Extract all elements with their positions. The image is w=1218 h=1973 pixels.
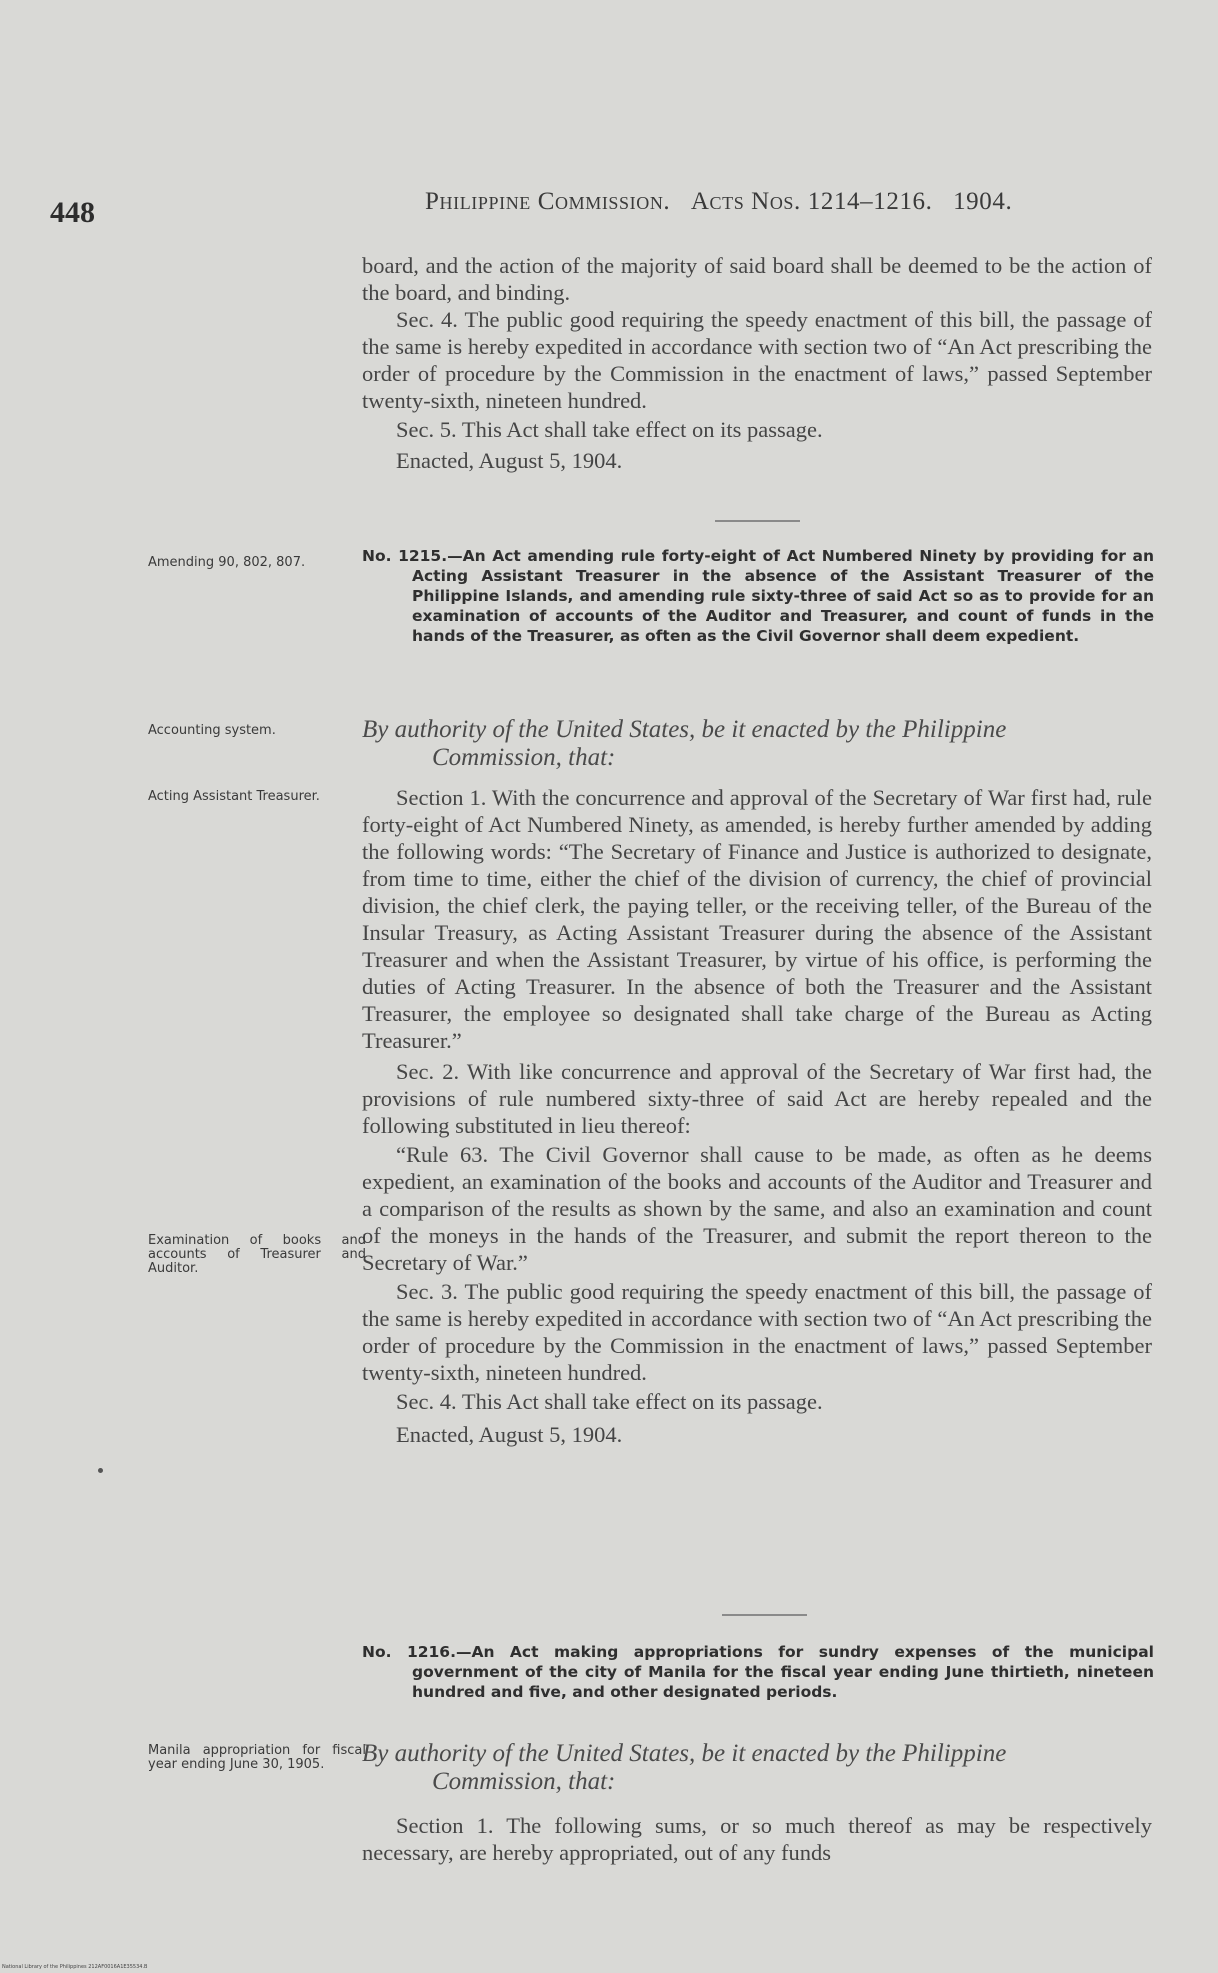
prev-sec-4: Sec. 4. The public good requiring the speedy enactment of this bill, the passage of the same is hereby expedited in accordance with section two of “An Act prescribing the order of procedure by the Commission in the enactment of laws,” passed September twenty-sixth, nineteen hundred.	[362, 307, 1152, 413]
running-header	[425, 188, 1012, 216]
separator-rule-2	[722, 1614, 807, 1616]
act-1215-enacting-clause: By authority of the United States, be it enacted by the Philippine Commission, that:	[362, 716, 1007, 771]
act-1215-enacted: Enacted, August 5, 1904.	[396, 1422, 623, 1447]
margin-note-acting-treasurer: Acting Assistant Treasurer.	[148, 789, 320, 804]
header-acts: Acts Nos. 1214–1216.	[690, 188, 933, 215]
previous-act-text	[362, 252, 1152, 474]
act-1216-body	[362, 1812, 1152, 1866]
act-1216-section-1: Section 1. The following sums, or so much thereof as may be respectively necessary, are hereby appropriated, out of any funds	[362, 1813, 1152, 1865]
act-1215-rule-63: “Rule 63. The Civil Governor shall cause to be made, as often as he deems expedient, an examination of the books and accounts of the Auditor and Treasurer and a comparison of the results as shown by the same, and also an examination and count of the moneys in the hands of the Treasurer, and submit the report thereon to the Secretary of War.”	[362, 1142, 1152, 1275]
act-1216-enacting-clause: By authority of the United States, be it enacted by the Philippine Commission, that:	[362, 1740, 1007, 1795]
act-1215-section-4: Sec. 4. This Act shall take effect on its passage.	[396, 1389, 823, 1414]
act-1215-section-2: Sec. 2. With like concurrence and approval of the Secretary of War first had, the provisions of rule numbered sixty-three of said Act are hereby repealed and the following substituted in lieu thereof:	[362, 1059, 1152, 1138]
header-title: Philippine Commission.	[425, 188, 671, 215]
header-year: 1904.	[953, 188, 1013, 215]
act-1215-section-3: Sec. 3. The public good requiring the speedy enactment of this bill, the passage of the same is hereby expedited in accordance with section two of “An Act prescribing the order of procedure by the Commission in the enactment of laws,” passed September twenty-sixth, nineteen hundred.	[362, 1279, 1152, 1385]
prev-enacted: Enacted, August 5, 1904.	[396, 448, 623, 473]
separator-rule	[715, 520, 800, 522]
margin-note-accounting: Accounting system.	[148, 723, 276, 738]
act-1215-body	[362, 784, 1152, 1448]
scan-speck	[98, 1468, 103, 1473]
act-1216-title: No. 1216.—An Act making appropriations for sundry expenses of the municipal government of the city of Manila for the fiscal year ending June thirtieth, nineteen hundred and five, and other designated periods.	[362, 1643, 1154, 1701]
margin-note-manila: Manila appropriation for fiscal year ending June 30, 1905.	[148, 1743, 366, 1772]
prev-sec-5: Sec. 5. This Act shall take effect on its passage.	[396, 417, 823, 442]
margin-note-examination: Examination of books and accounts of Treasurer and Auditor.	[148, 1233, 366, 1276]
scan-footer: National Library of the Philippines 212AF0016A1E35534.B	[2, 1964, 148, 1970]
margin-note-amending: Amending 90, 802, 807.	[148, 555, 306, 570]
page-number: 448	[50, 196, 95, 229]
act-1215-title: No. 1215.—An Act amending rule forty-eight of Act Numbered Ninety by providing for an Acting Assistant Treasurer in the absence of the Assistant Treasurer of the Philippine Islands, and amending rule sixty-three of said Act so as to provide for an examination of accounts of the Auditor and Treasurer, and count of funds in the hands of the Treasurer, as often as the Civil Governor shall deem expedient.	[362, 547, 1154, 645]
act-1215-section-1: Section 1. With the concurrence and approval of the Secretary of War first had, rule forty-eight of Act Numbered Ninety, as amended, is hereby further amended by adding the following words: “The Secretary of Finance and Justice is authorized to designate, from time to time, either the chief of the division of currency, the chief of provincial division, the chief clerk, the paying teller, or the receiving teller, of the Bureau of the Insular Treasury, as Acting Assistant Treasurer during the absence of the Assistant Treasurer and when the Assistant Treasurer, by virtue of his office, is performing the duties of Acting Treasurer. In the absence of both the Treasurer and the Assistant Treasurer, the employee so designated shall take charge of the Bureau as Acting Treasurer.”	[362, 785, 1152, 1053]
prev-paragraph-1: board, and the action of the majority of said board shall be deemed to be the action of the board, and binding.	[362, 253, 1152, 305]
